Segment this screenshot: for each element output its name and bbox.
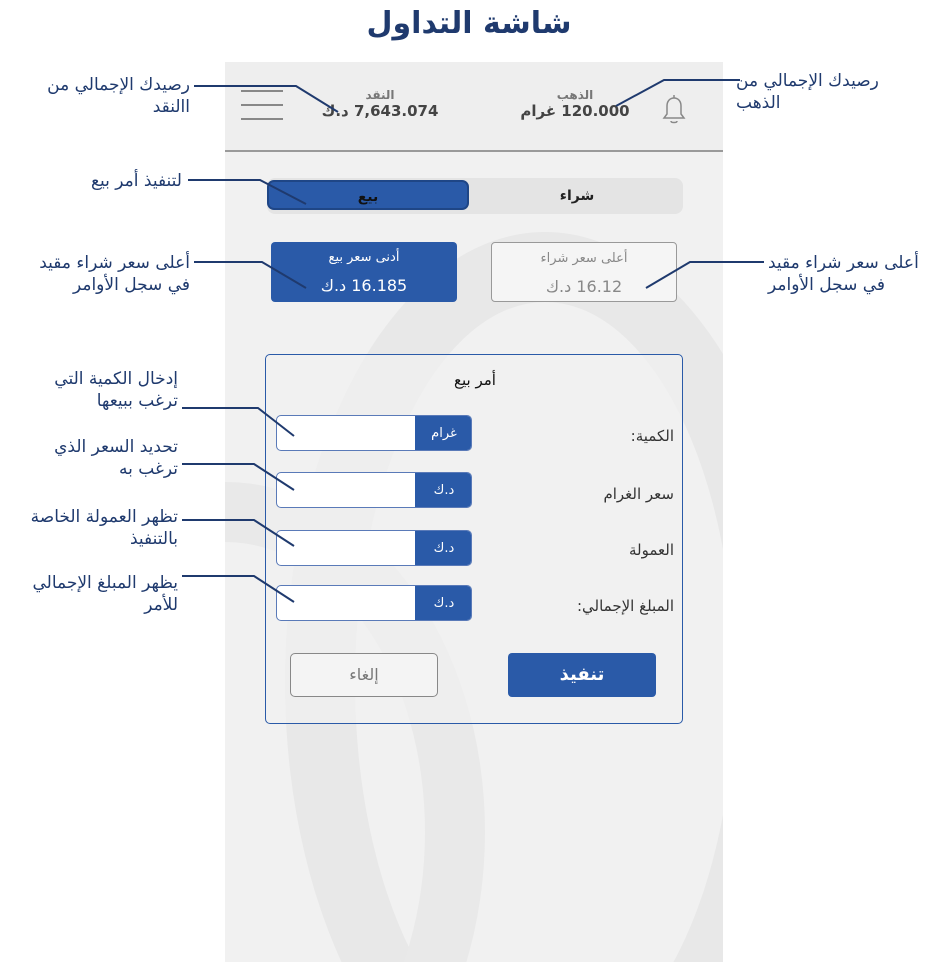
annotation-execute-sell: لتنفيذ أمر بيع — [90, 171, 182, 191]
gold-value: 120.000 غرام — [520, 102, 630, 120]
quantity-unit: غرام — [415, 416, 472, 451]
annotation-total: يظهر المبلغ الإجمالي للأمر — [32, 573, 178, 615]
annotation-highest-buy: أعلى سعر شراء مقيد في سجل الأوامر — [768, 253, 919, 295]
page-title: شاشة التداول — [366, 6, 572, 41]
annotation-commission: تظهر العمولة الخاصة بالتنفيذ — [30, 507, 178, 549]
gold-label: الذهب — [556, 88, 594, 102]
highest-buy-label: أعلى سعر شراء — [540, 251, 628, 266]
tab-buy[interactable]: شراء — [559, 188, 595, 204]
highest-buy-value: 16.12 د.ك — [545, 277, 623, 296]
total-unit: د.ك — [415, 586, 472, 621]
commission-label: العمولة — [628, 541, 674, 559]
annotation-cash-balance: رصيدك الإجمالي من االنقد — [47, 75, 190, 117]
total-label: المبلغ الإجمالي: — [576, 597, 674, 615]
gram-price-unit: د.ك — [415, 473, 472, 508]
lowest-sell-value: 16.185 د.ك — [320, 276, 408, 295]
cash-label: النقد — [365, 88, 395, 102]
annotation-gold-balance: رصيدك الإجمالي من الذهب — [736, 71, 879, 113]
gram-price-label: سعر الغرام — [603, 485, 674, 503]
lowest-sell-label: أدنى سعر بيع — [328, 250, 400, 265]
cash-value: 7,643.074 د.ك — [321, 102, 439, 120]
quantity-label: الكمية: — [630, 427, 674, 445]
annotation-price: تحديد السعر الذي ترغب به — [54, 437, 178, 479]
execute-button[interactable]: تنفيذ — [508, 653, 656, 697]
tab-sell[interactable]: بيع — [267, 180, 469, 210]
cancel-button[interactable]: إلغاء — [290, 653, 438, 697]
order-title: أمر بيع — [454, 371, 496, 389]
commission-unit: د.ك — [415, 531, 472, 566]
annotation-quantity: إدخال الكمية التي ترغب ببيعها — [54, 369, 178, 411]
annotation-lowest-sell: أعلى سعر شراء مقيد في سجل الأوامر — [39, 253, 190, 295]
